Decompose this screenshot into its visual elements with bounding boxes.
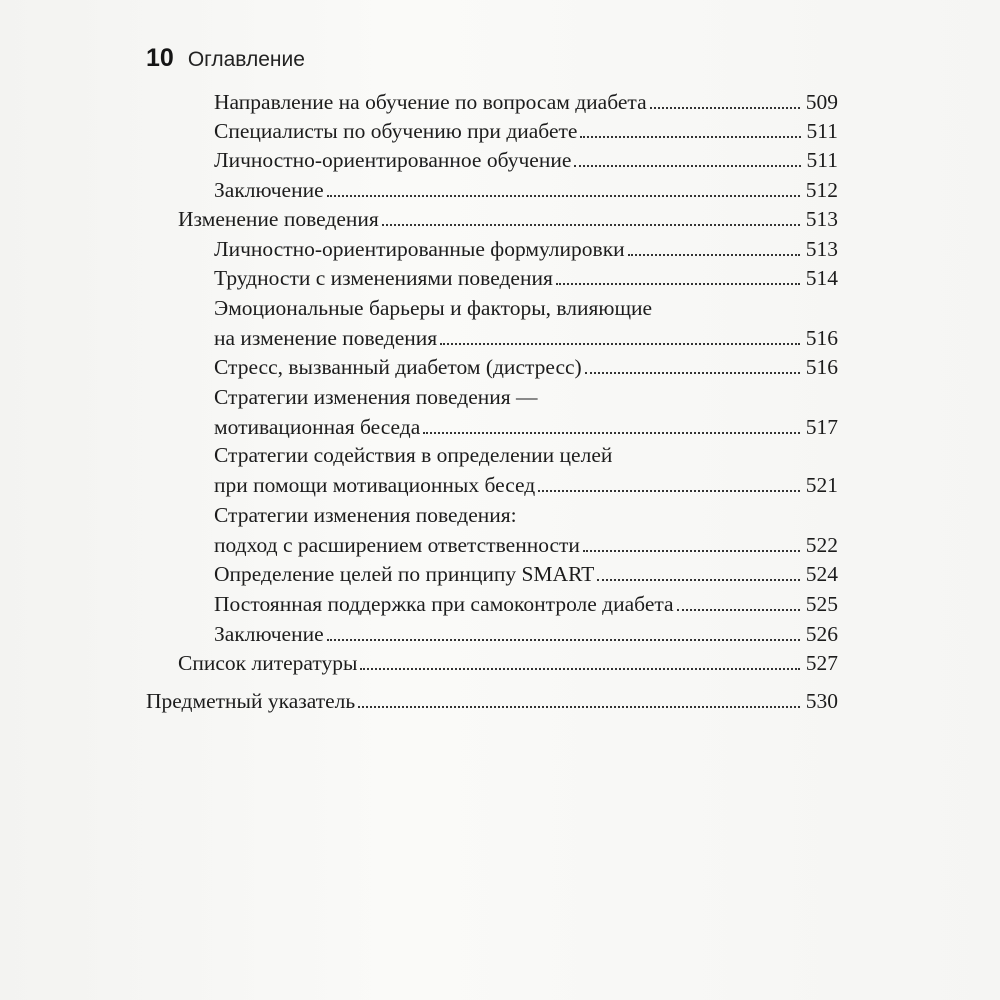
- toc-entry[interactable]: [214, 146, 838, 176]
- toc-entry-page-number: 516: [805, 355, 838, 379]
- dot-leader: [358, 705, 800, 708]
- toc-entry-title: Личностно-ориентированное обучение: [214, 148, 572, 172]
- toc-entry-page-number: 511: [806, 148, 838, 172]
- toc-entry[interactable]: [146, 687, 838, 717]
- toc-entry[interactable]: [214, 353, 838, 383]
- toc-entry-title-line: Стратегии изменения поведения:: [214, 503, 517, 527]
- toc-entry-title: Стресс, вызванный диабетом (дистресс): [214, 355, 582, 379]
- toc-entry-page-number: 527: [805, 651, 838, 675]
- dot-leader: [580, 135, 800, 138]
- toc-entry-page-number: 522: [805, 532, 838, 557]
- toc-entry-title: Определение целей по принципу SMART: [214, 562, 595, 586]
- toc-entry-page-number: 509: [805, 90, 838, 114]
- dot-leader: [556, 282, 800, 285]
- toc-entry-title: Постоянная поддержка при самоконтроле диабета: [214, 592, 674, 616]
- toc-entry-title: Изменение поведения: [178, 207, 379, 231]
- toc-entry-title-line: Стратегии содействия в определении целей: [214, 443, 613, 467]
- toc-entry[interactable]: [214, 560, 838, 590]
- toc-entry[interactable]: [178, 205, 838, 235]
- toc-entry-page-number: 526: [805, 622, 838, 646]
- toc-entry-page-number: 530: [805, 689, 838, 713]
- toc-entry-page-number: 517: [805, 414, 838, 439]
- dot-leader: [440, 342, 800, 345]
- toc-entry-title: на изменение поведения: [214, 325, 438, 350]
- dot-leader: [585, 371, 800, 374]
- dot-leader: [327, 638, 800, 641]
- toc-entry[interactable]: [214, 620, 838, 650]
- toc-entry-page-number: 511: [806, 119, 838, 143]
- toc-entry-page-number: 514: [805, 266, 838, 290]
- toc-entry-page-number: 513: [805, 207, 838, 231]
- toc-entry-title: Личностно-ориентированные формулировки: [214, 237, 625, 261]
- dot-leader: [423, 431, 800, 434]
- dot-leader: [628, 253, 800, 256]
- toc-entry[interactable]: [214, 294, 838, 353]
- dot-leader: [538, 489, 800, 492]
- toc-entry-page-number: 525: [805, 592, 838, 616]
- toc-entry-page-number: 512: [805, 178, 838, 202]
- toc-entry[interactable]: [214, 501, 838, 560]
- toc-entry-page-number: 524: [805, 562, 838, 586]
- dot-leader: [650, 106, 800, 109]
- toc-entry-page-number: 516: [805, 325, 838, 350]
- toc-entry[interactable]: [178, 649, 838, 679]
- toc-entry-title: при помощи мотивационных бесед: [214, 472, 536, 497]
- page-header: [146, 44, 305, 73]
- page-number: 10: [146, 44, 174, 72]
- page-title: Оглавление: [187, 48, 305, 71]
- toc-entry[interactable]: [214, 590, 838, 620]
- toc-entry-page-number: 521: [805, 472, 838, 497]
- toc-entry-title: подход с расширением ответственности: [214, 532, 580, 557]
- toc-entry-title: Специалисты по обучению при диабете: [214, 119, 578, 143]
- toc-entry-title: Список литературы: [178, 651, 358, 675]
- toc-entry-title: Заключение: [214, 178, 324, 202]
- toc-entry[interactable]: [214, 176, 838, 206]
- toc-entry[interactable]: [214, 441, 838, 500]
- dot-leader: [677, 608, 800, 611]
- dot-leader: [583, 549, 800, 552]
- toc-entry[interactable]: [214, 383, 838, 442]
- toc-entry[interactable]: [214, 235, 838, 265]
- dot-leader: [574, 164, 800, 167]
- toc-entry-title: Предметный указатель: [146, 689, 356, 713]
- toc-entry[interactable]: [214, 264, 838, 294]
- toc-entry[interactable]: [214, 88, 838, 118]
- toc-entry-page-number: 513: [805, 237, 838, 261]
- toc-entry-title: Направление на обучение по вопросам диабета: [214, 90, 647, 114]
- dot-leader: [597, 578, 800, 581]
- dot-leader: [360, 667, 799, 670]
- toc-entry-title: Трудности с изменениями поведения: [214, 266, 553, 290]
- toc-entry-title: мотивационная беседа: [214, 414, 421, 439]
- dot-leader: [327, 194, 800, 197]
- toc-entry-title-line: Стратегии изменения поведения —: [214, 385, 538, 409]
- dot-leader: [382, 223, 800, 226]
- toc-entry-title: Заключение: [214, 622, 324, 646]
- toc-entry-title-line: Эмоциональные барьеры и факторы, влияющие: [214, 296, 653, 320]
- toc-entry[interactable]: [214, 117, 838, 147]
